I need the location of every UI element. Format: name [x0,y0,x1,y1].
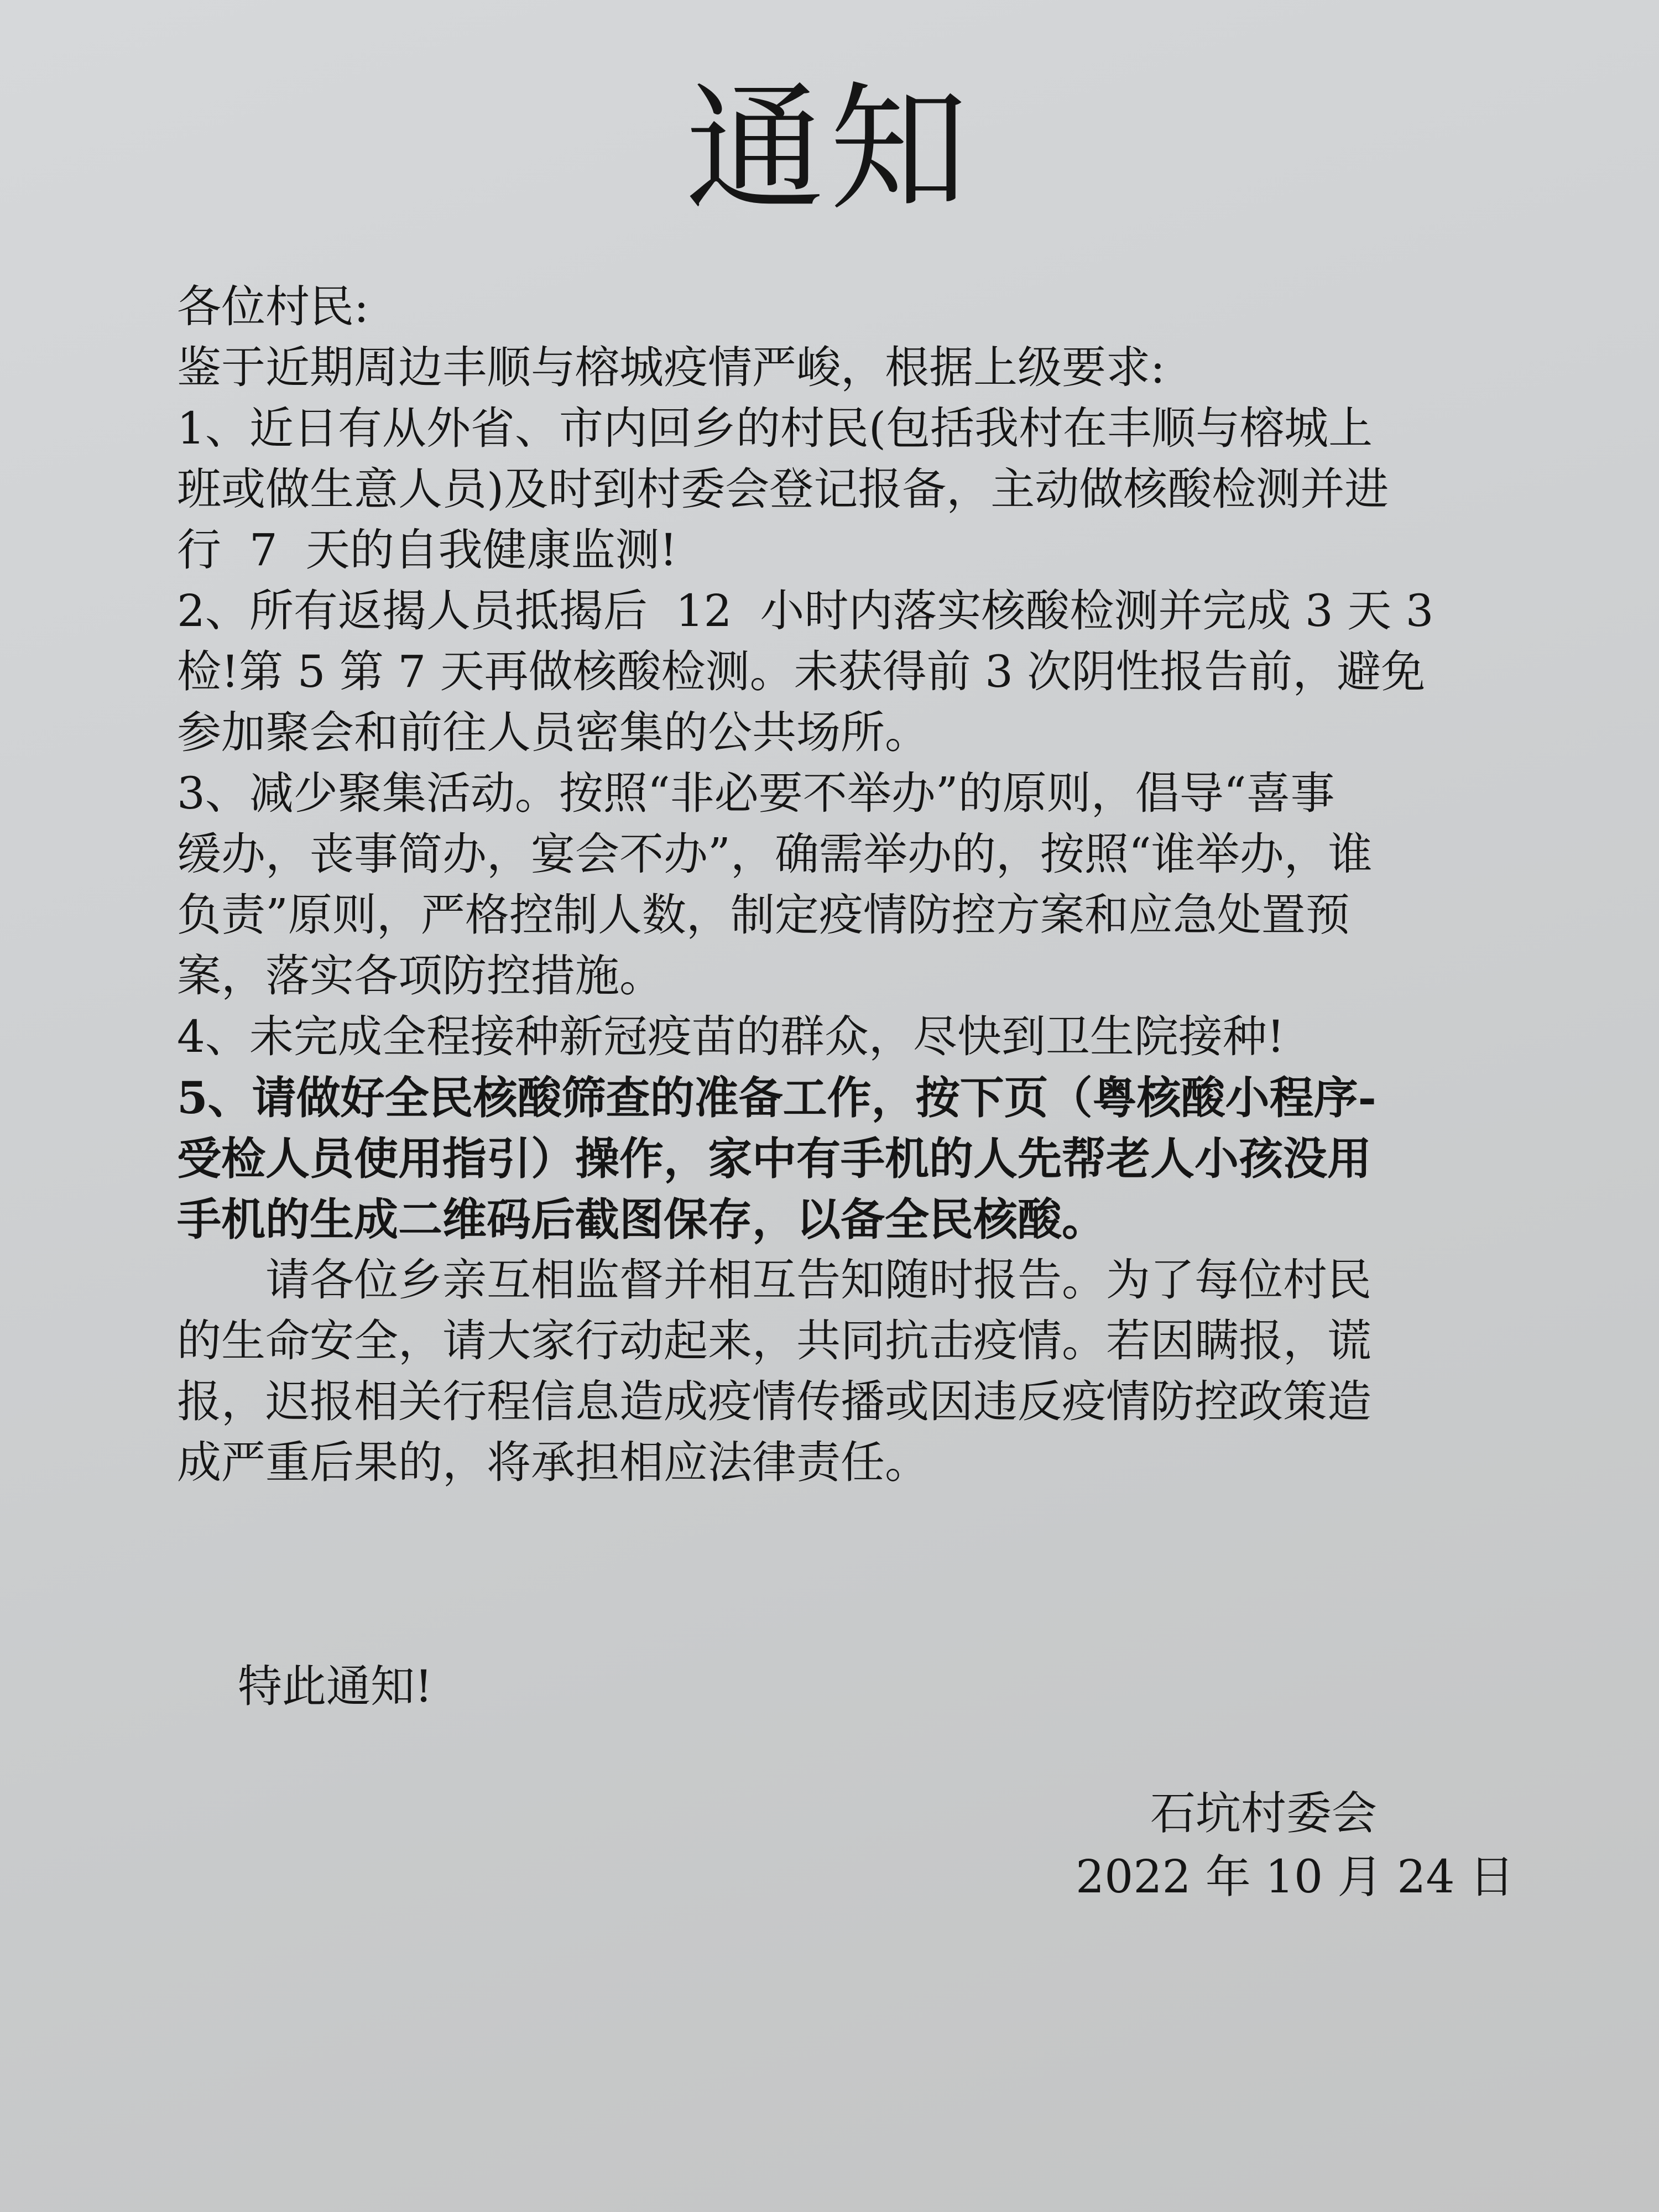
item-5-line-3: 手机的生成二维码后截图保存，以备全民核酸。 [177,1193,1106,1245]
notice-body [177,276,1471,1493]
item-2-line-2: 检!第 5 第 7 天再做核酸检测。未获得前 3 次阴性报告前，避免 [177,646,1426,697]
appeal-line-1: 请各位乡亲互相监督并相互告知随时报告。为了每位村民 [265,1254,1371,1306]
intro-line: 鉴于近期周边丰顺与榕城疫情严峻，根据上级要求: [177,342,1165,393]
signature-organization: 石坑村委会 [1150,1787,1378,1840]
notice-date: 2022 年 10 月 24 日 [1076,1851,1515,1903]
item-1-line-1: 1、近日有从外省、市内回乡的村民(包括我村在丰顺与榕城上 [177,403,1373,454]
appeal-line-4: 成严重后果的，将承担相应法律责任。 [177,1437,929,1488]
item-1-line-3: 行 7 天的自我健康监测! [177,524,677,576]
item-2-line-1: 2、所有返揭人员抵揭后 12 小时内落实核酸检测并完成 3 天 3 [177,585,1434,637]
notice-title: 通知 [686,69,973,229]
item-3-line-4: 案，落实各项防控措施。 [177,950,664,1001]
item-5-line-2: 受检人员使用指引）操作，家中有手机的人先帮老人小孩没用 [177,1133,1371,1185]
item-4-line: 4、未完成全程接种新冠疫苗的群众，尽快到卫生院接种! [177,1011,1285,1062]
item-3-line-2: 缓办，丧事简办，宴会不办”，确需举办的，按照“谁举办，谁 [177,828,1373,880]
item-1-line-2: 班或做生意人员)及时到村委会登记报备，主动做核酸检测并进 [177,463,1389,515]
item-3-line-3: 负责”原则，严格控制人数，制定疫情防控方案和应急处置预 [177,889,1350,941]
appeal-line-2: 的生命安全，请大家行动起来，共同抗击疫情。若因瞒报，谎 [177,1315,1371,1366]
item-2-line-3: 参加聚会和前往人员密集的公共场所。 [177,707,929,758]
item-5-line-1: 5、请做好全民核酸筛查的准备工作，按下页（粤核酸小程序- [177,1072,1376,1124]
item-3-line-1: 3、减少聚集活动。按照“非必要不举办”的原则，倡导“喜事 [177,768,1335,819]
closing-remark: 特此通知! [238,1661,433,1712]
greeting: 各位村民: [177,281,369,332]
appeal-line-3: 报，迟报相关行程信息造成疫情传播或因违反疫情防控政策造 [177,1376,1371,1427]
